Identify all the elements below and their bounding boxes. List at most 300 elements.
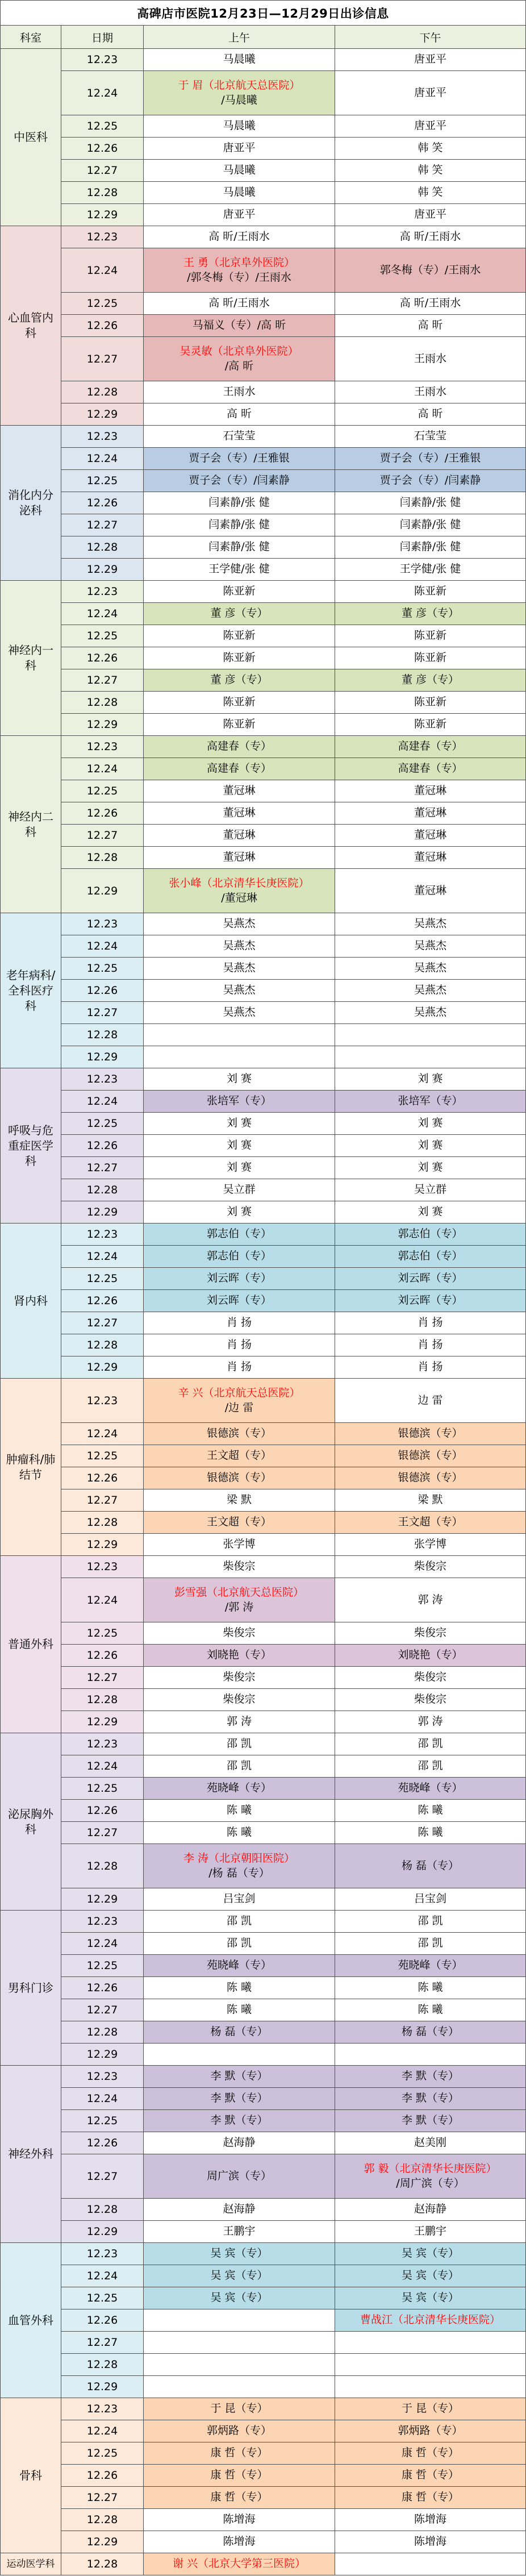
date-text: 12.23: [86, 585, 118, 598]
morning-cell: [144, 2442, 335, 2464]
doctor-text: 王文超（专）: [206, 1449, 272, 1462]
department-name-cell: [1, 913, 61, 1068]
doctor-text: 陈增海: [414, 2535, 446, 2548]
afternoon-cell: [335, 736, 525, 758]
doctor-text: 闫素静/张 健: [399, 518, 461, 531]
department-name-cell: [1, 2553, 61, 2575]
date-text: 12.25: [86, 475, 118, 487]
afternoon-cell: [335, 2465, 525, 2486]
doctor-text: 唐亚平: [414, 53, 446, 66]
date-text: 12.29: [86, 408, 118, 421]
date-cell: [61, 448, 143, 469]
doctor-text: 吴燕杰: [414, 917, 446, 930]
date-cell: [61, 669, 143, 691]
doctor-text: 吴燕杰: [223, 1006, 256, 1019]
morning-cell: [144, 2487, 335, 2508]
doctor-text: 刘 赛: [418, 1117, 443, 1130]
doctor-text: 陈 曦: [418, 2003, 443, 2016]
date-text: 12.29: [86, 563, 118, 576]
date-cell: [61, 1977, 143, 1999]
afternoon-cell: [335, 1578, 525, 1622]
doctor-text: 董 彦（专）: [401, 673, 460, 686]
external-expert-text: 张小峰（北京清华长庚医院）: [169, 877, 310, 890]
doctor-text: 赵美刚: [414, 2136, 446, 2149]
doctor-text: 董冠琳: [414, 829, 446, 842]
department-name-cell: [1, 1224, 61, 1378]
date-text: 12.29: [86, 1206, 118, 1218]
morning-cell: [144, 1002, 335, 1023]
doctor-text: /高 昕: [224, 359, 254, 372]
external-expert-text: 曹战江（北京清华长庚医院）: [360, 2313, 500, 2327]
external-expert-text: 李 涛（北京朝阳医院）: [183, 1852, 295, 1865]
afternoon-cell: [335, 692, 525, 713]
date-cell: [61, 2354, 143, 2375]
afternoon-cell: [335, 1268, 525, 1289]
doctor-text: 邵 凯: [226, 1915, 252, 1928]
date-cell: [61, 1246, 143, 1267]
date-cell: [61, 1844, 143, 1888]
afternoon-cell: [335, 2332, 525, 2353]
doctor-text: /杨 磊（专）: [208, 1866, 270, 1879]
doctor-text: 郭志伯（专）: [398, 1227, 463, 1241]
department-name: 骨科: [19, 2468, 42, 2482]
date-text: 12.24: [86, 2092, 118, 2105]
date-text: 12.29: [86, 718, 118, 731]
date-cell: [61, 2221, 143, 2242]
doctor-text: 闫素静/张 健: [208, 518, 270, 531]
date-cell: [61, 581, 143, 602]
doctor-text: 高 昕/王雨水: [399, 297, 461, 310]
afternoon-cell: [335, 581, 525, 602]
morning-cell: [144, 1534, 335, 1555]
date-cell: [61, 1888, 143, 1910]
doctor-text: 周广滨（专）: [206, 2169, 272, 2182]
doctor-text: 郭 涛: [418, 1593, 443, 1606]
date-cell: [61, 226, 143, 248]
date-cell: [61, 1157, 143, 1179]
doctor-text: 陈 曦: [226, 1804, 252, 1817]
doctor-text: 吴燕杰: [414, 939, 446, 952]
doctor-text: 陈亚新: [223, 629, 256, 642]
date-text: 12.27: [86, 674, 118, 686]
afternoon-cell: [335, 1024, 525, 1046]
morning-cell: [144, 1733, 335, 1755]
morning-cell: [144, 1423, 335, 1445]
date-text: 12.29: [86, 209, 118, 221]
morning-cell: [144, 1379, 335, 1422]
afternoon-cell: [335, 2088, 525, 2109]
morning-cell: [144, 1844, 335, 1888]
doctor-text: 李 默（专）: [401, 2092, 460, 2105]
date-text: 12.26: [86, 807, 118, 819]
morning-cell: [144, 1755, 335, 1777]
doctor-text: 陈亚新: [414, 629, 446, 642]
doctor-text: 吴燕杰: [223, 939, 256, 952]
afternoon-cell: [335, 1224, 525, 1245]
morning-cell: [144, 49, 335, 70]
doctor-text: 高 昕: [418, 407, 443, 421]
date-cell: [61, 2398, 143, 2420]
doctor-text: /董冠琳: [221, 891, 257, 904]
date-cell: [61, 2021, 143, 2043]
doctor-text: 银德滨（专）: [398, 1427, 463, 1440]
date-cell: [61, 1800, 143, 1821]
department-name: 肾内科: [14, 1293, 48, 1308]
department-name: 神经外科: [8, 2147, 53, 2161]
date-text: 12.25: [86, 297, 118, 310]
date-cell: [61, 559, 143, 580]
afternoon-cell: [335, 559, 525, 580]
date-text: 12.29: [86, 884, 118, 897]
date-text: 12.27: [86, 829, 118, 842]
morning-cell: [144, 1157, 335, 1179]
morning-cell: [144, 204, 335, 226]
doctor-text: 董冠琳: [414, 784, 446, 797]
date-cell: [61, 1046, 143, 1068]
afternoon-cell: [335, 1046, 525, 1068]
date-text: 12.26: [86, 497, 118, 509]
department-name: 心血管内科: [8, 311, 53, 340]
date-text: 12.28: [86, 1859, 118, 1872]
afternoon-cell: [335, 2243, 525, 2265]
date-text: 12.23: [86, 2403, 118, 2415]
doctor-text: 肖 扬: [226, 1360, 252, 1374]
afternoon-cell: [335, 2376, 525, 2398]
date-text: 12.29: [86, 1538, 118, 1551]
date-text: 12.23: [86, 2248, 118, 2260]
afternoon-cell: [335, 426, 525, 447]
doctor-text: 马晨曦: [223, 164, 256, 177]
date-cell: [61, 913, 143, 935]
department-name-cell: [1, 1379, 61, 1555]
doctor-text: 苑晓峰（专）: [398, 1782, 463, 1795]
department-name: 老年病科/全科医疗科: [6, 968, 56, 1013]
department-name: 血管外科: [8, 2313, 53, 2327]
date-cell: [61, 1091, 143, 1112]
department-name-cell: [1, 226, 61, 425]
date-cell: [61, 2309, 143, 2331]
afternoon-cell: [335, 403, 525, 425]
date-cell: [61, 1755, 143, 1777]
afternoon-cell: [335, 293, 525, 314]
afternoon-cell: [335, 1755, 525, 1777]
doctor-text: 董 彦（专）: [401, 607, 460, 620]
date-cell: [61, 2066, 143, 2087]
afternoon-cell: [335, 1911, 525, 1932]
doctor-text: 贾子会（专）/闫素静: [189, 474, 290, 487]
morning-cell: [144, 1268, 335, 1289]
doctor-text: 刘 赛: [418, 1205, 443, 1218]
doctor-text: 陈增海: [414, 2513, 446, 2526]
date-text: 12.29: [86, 1716, 118, 1728]
doctor-text: 康 哲（专）: [401, 2491, 460, 2504]
date-cell: [61, 1002, 143, 1023]
date-cell: [61, 293, 143, 314]
date-cell: [61, 1822, 143, 1843]
date-text: 12.26: [86, 652, 118, 664]
morning-cell: [144, 2376, 335, 2398]
doctor-text: 李 默（专）: [401, 2114, 460, 2127]
doctor-text: 闫素静/张 健: [399, 496, 461, 509]
date-cell: [61, 403, 143, 425]
morning-cell: [144, 536, 335, 558]
date-text: 12.26: [86, 1804, 118, 1817]
department-name: 普通外科: [8, 1637, 53, 1651]
afternoon-cell: [335, 1356, 525, 1378]
afternoon-cell: [335, 204, 525, 226]
morning-cell: [144, 736, 335, 758]
date-text: 12.24: [86, 86, 118, 99]
doctor-text: 吴 宾（专）: [401, 2247, 460, 2260]
date-text: 12.26: [86, 2314, 118, 2327]
morning-cell: [144, 1645, 335, 1666]
doctor-text: 贾子会（专）/王雅银: [189, 452, 290, 465]
doctor-text: 王文超（专）: [206, 1516, 272, 1529]
doctor-text: 赵海静: [223, 2203, 256, 2216]
afternoon-cell: [335, 226, 525, 248]
doctor-text: 柴俊宗: [223, 1626, 256, 1639]
afternoon-cell: [335, 802, 525, 824]
doctor-text: 杨 磊（专）: [401, 1859, 460, 1872]
date-text: 12.26: [86, 319, 118, 332]
afternoon-cell: [335, 1091, 525, 1112]
date-cell: [61, 714, 143, 735]
date-text: 12.24: [86, 1250, 118, 1263]
department-name: 泌尿胸外科: [8, 1807, 53, 1836]
date-cell: [61, 2553, 143, 2575]
doctor-text: 邵 凯: [226, 1759, 252, 1772]
morning-cell: [144, 2309, 335, 2331]
department-name-cell: [1, 1556, 61, 1733]
doctor-text: 韩 笑: [418, 186, 443, 199]
morning-cell: [144, 1068, 335, 1090]
date-cell: [61, 1556, 143, 1578]
doctor-text: 柴俊宗: [223, 1693, 256, 1706]
doctor-text: 刘云晖（专）: [206, 1272, 272, 1285]
external-expert-text: 吴灵敏（北京阜外医院）: [179, 345, 299, 358]
morning-cell: [144, 115, 335, 137]
date-cell: [61, 1224, 143, 1245]
morning-cell: [144, 1091, 335, 1112]
date-cell: [61, 1445, 143, 1467]
afternoon-cell: [335, 935, 525, 957]
morning-cell: [144, 1179, 335, 1201]
department-name-cell: [1, 1733, 61, 1910]
department-name-cell: [1, 2243, 61, 2398]
afternoon-cell: [335, 514, 525, 536]
afternoon-cell: [335, 2199, 525, 2220]
doctor-text: 刘 赛: [418, 1139, 443, 1152]
doctor-text: 梁 默: [226, 1493, 252, 1507]
doctor-text: 刘云晖（专）: [206, 1294, 272, 1307]
afternoon-cell: [335, 714, 525, 735]
morning-cell: [144, 1800, 335, 1821]
doctor-text: 赵海静: [223, 2136, 256, 2149]
morning-cell: [144, 1977, 335, 1999]
morning-cell: [144, 138, 335, 159]
morning-cell: [144, 1356, 335, 1378]
doctor-text: 陈 曦: [418, 1981, 443, 1994]
afternoon-cell: [335, 2531, 525, 2553]
afternoon-cell: [335, 1068, 525, 1090]
date-text: 12.24: [86, 1760, 118, 1772]
doctor-text: 王学健/张 健: [399, 563, 461, 576]
doctor-text: 陈亚新: [414, 696, 446, 709]
morning-cell: [144, 1113, 335, 1134]
afternoon-cell: [335, 780, 525, 802]
afternoon-cell: [335, 1800, 525, 1821]
date-text: 12.23: [86, 2070, 118, 2083]
date-cell: [61, 1423, 143, 1445]
morning-cell: [144, 581, 335, 602]
afternoon-cell: [335, 1290, 525, 1312]
afternoon-cell: [335, 1489, 525, 1511]
doctor-text: 刘 赛: [226, 1139, 252, 1152]
morning-cell: [144, 470, 335, 492]
morning-cell: [144, 1135, 335, 1156]
doctor-text: 吴立群: [223, 1183, 256, 1196]
afternoon-cell: [335, 2442, 525, 2464]
date-cell: [61, 1512, 143, 1533]
afternoon-cell: [335, 913, 525, 935]
doctor-text: 高建春（专）: [398, 762, 463, 775]
date-text: 12.24: [86, 2270, 118, 2282]
doctor-text: 唐亚平: [414, 208, 446, 221]
afternoon-cell: [335, 2221, 525, 2242]
morning-cell: [144, 825, 335, 846]
afternoon-cell: [335, 2066, 525, 2087]
doctor-text: 吴燕杰: [414, 984, 446, 997]
date-text: 12.27: [86, 2491, 118, 2504]
doctor-text: 李 默（专）: [210, 2114, 268, 2127]
department-name: 肿瘤科/肺结节: [6, 1452, 56, 1481]
afternoon-cell: [335, 1733, 525, 1755]
date-text: 12.28: [86, 186, 118, 199]
date-cell: [61, 2287, 143, 2309]
afternoon-cell: [335, 1002, 525, 1023]
date-text: 12.28: [86, 2558, 118, 2570]
afternoon-cell: [335, 160, 525, 181]
date-cell: [61, 2487, 143, 2508]
header-department: 科室: [1, 26, 61, 48]
doctor-text: 高 昕/王雨水: [208, 230, 270, 243]
department-name-cell: [1, 2066, 61, 2242]
doctor-text: /周广滨（专）: [396, 2177, 465, 2190]
date-cell: [61, 2199, 143, 2220]
date-text: 12.25: [86, 785, 118, 797]
doctor-text: 王雨水: [414, 385, 446, 398]
morning-cell: [144, 1822, 335, 1843]
doctor-text: 郭志伯（专）: [398, 1250, 463, 1263]
date-text: 12.28: [86, 2513, 118, 2526]
doctor-text: 贾子会（专）/闫素静: [379, 474, 481, 487]
date-cell: [61, 1534, 143, 1555]
morning-cell: [144, 2021, 335, 2043]
doctor-text: 张学博: [414, 1538, 446, 1551]
date-text: 12.28: [86, 1693, 118, 1706]
date-text: 12.24: [86, 763, 118, 775]
date-text: 12.29: [86, 2225, 118, 2238]
afternoon-cell: [335, 1645, 525, 1666]
afternoon-cell: [335, 49, 525, 70]
afternoon-cell: [335, 1423, 525, 1445]
date-text: 12.26: [86, 1295, 118, 1307]
doctor-text: 吕宝剑: [223, 1892, 256, 1905]
date-text: 12.27: [86, 164, 118, 177]
doctor-text: 王雨水: [414, 352, 446, 365]
doctor-text: 刘 赛: [226, 1117, 252, 1130]
morning-cell: [144, 2531, 335, 2553]
morning-cell: [144, 2420, 335, 2442]
date-cell: [61, 426, 143, 447]
afternoon-cell: [335, 1157, 525, 1179]
date-text: 12.27: [86, 2336, 118, 2349]
date-cell: [61, 536, 143, 558]
doctor-text: 银德滨（专）: [398, 1471, 463, 1484]
date-text: 12.24: [86, 1095, 118, 1108]
doctor-text: 陈增海: [223, 2513, 256, 2526]
doctor-text: 吴燕杰: [414, 962, 446, 975]
doctor-text: 董 彦（专）: [210, 673, 268, 686]
date-text: 12.25: [86, 120, 118, 132]
date-text: 12.28: [86, 2203, 118, 2216]
doctor-text: 马晨曦: [223, 119, 256, 132]
afternoon-cell: [335, 71, 525, 115]
doctor-text: /马晨曦: [221, 93, 257, 106]
doctor-text: 银德滨（专）: [398, 1449, 463, 1462]
morning-cell: [144, 1312, 335, 1334]
afternoon-cell: [335, 825, 525, 846]
morning-cell: [144, 248, 335, 292]
doctor-text: 刘晓艳（专）: [398, 1649, 463, 1662]
doctor-text: 邵 凯: [226, 1737, 252, 1750]
doctor-text: 石莹莹: [414, 430, 446, 443]
department-name: 呼吸与危重症医学科: [8, 1123, 53, 1168]
date-text: 12.28: [86, 851, 118, 864]
doctor-text: 陈亚新: [223, 651, 256, 664]
date-cell: [61, 2110, 143, 2132]
doctor-text: 张培军（专）: [398, 1095, 463, 1108]
date-cell: [61, 71, 143, 115]
morning-cell: [144, 714, 335, 735]
date-cell: [61, 1290, 143, 1312]
department-name: 男科门诊: [8, 1980, 53, 1995]
doctor-text: 李 默（专）: [210, 2070, 268, 2083]
morning-cell: [144, 1224, 335, 1245]
morning-cell: [144, 1445, 335, 1467]
date-text: 12.29: [86, 2536, 118, 2548]
doctor-text: 郭 涛: [226, 1715, 252, 1728]
morning-cell: [144, 71, 335, 115]
date-cell: [61, 49, 143, 70]
doctor-text: 于 昆（专）: [210, 2402, 268, 2415]
date-text: 12.26: [86, 2469, 118, 2482]
department-name-cell: [1, 1068, 61, 1223]
morning-cell: [144, 958, 335, 979]
doctor-text: 吴燕杰: [223, 984, 256, 997]
afternoon-cell: [335, 2420, 525, 2442]
doctor-text: 康 哲（专）: [210, 2446, 268, 2460]
doctor-text: 邵 凯: [226, 1937, 252, 1950]
doctor-text: 闫素静/张 健: [208, 540, 270, 554]
date-text: 12.29: [86, 2048, 118, 2061]
date-cell: [61, 2088, 143, 2109]
doctor-text: 陈亚新: [223, 696, 256, 709]
afternoon-cell: [335, 138, 525, 159]
date-cell: [61, 869, 143, 913]
afternoon-cell: [335, 536, 525, 558]
doctor-text: 柴俊宗: [414, 1693, 446, 1706]
